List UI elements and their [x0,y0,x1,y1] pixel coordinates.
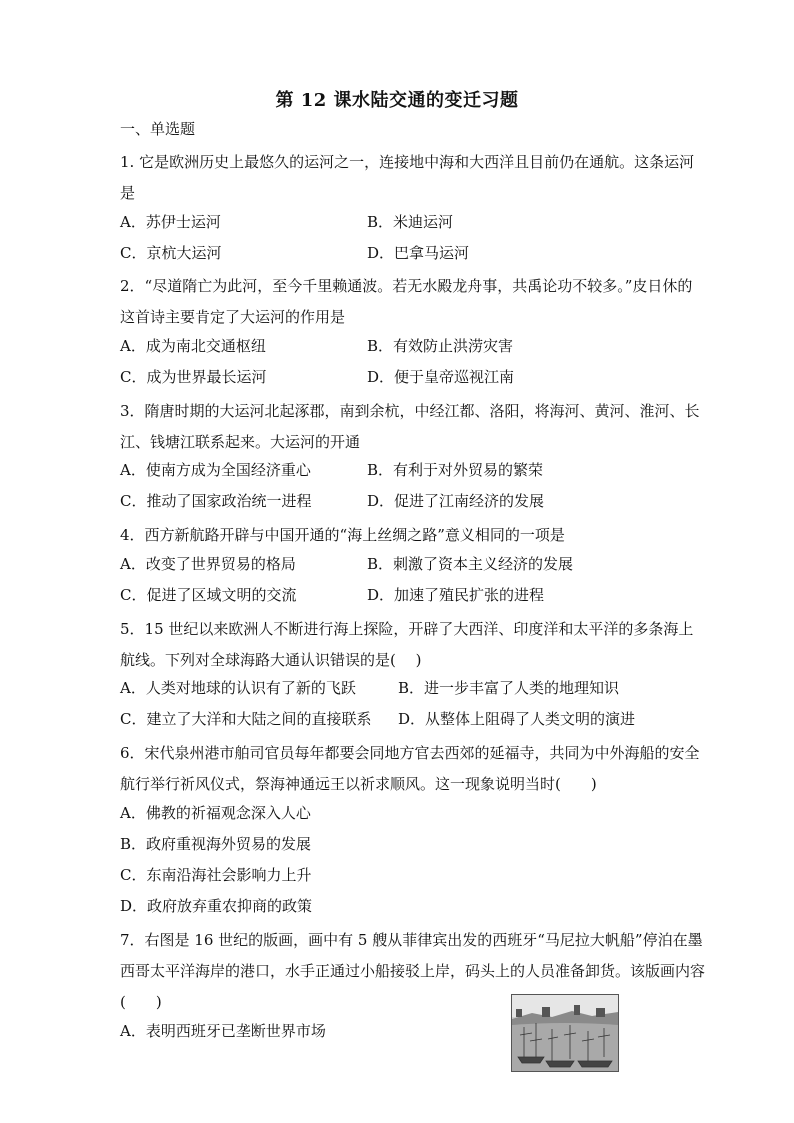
question-6-stem: 6．宋代泉州港市舶司官员每年都要会同地方官去西郊的延福寺，共同为中外海船的安全航行举行祈风仪式，祭海神通远王以祈求顺风。这一现象说明当时( ) [120,744,700,793]
engraving-illustration [511,994,619,1072]
q6-option-a: A．佛教的祈福观念深入人心 [120,804,311,822]
question-2-stem: 2．“尽道隋亡为此河，至今千里赖通波。若无水殿龙舟事，共禹论功不较多。”皮日休的这首诗主要肯定了大运河的作用是 [120,277,693,326]
q4-option-d: D．加速了殖民扩张的进程 [367,586,545,604]
q3-option-a: A．使南方成为全国经济重心 [120,461,311,479]
q5-option-a: A．人类对地球的认识有了新的飞跃 [120,679,356,697]
q2-option-b: B．有效防止洪涝灾害 [367,337,514,355]
question-7-stem: 7．右图是 16 世纪的版画，画中有 5 艘从菲律宾出发的西班牙“马尼拉大帆船”停泊在墨西哥太平洋海岸的港口，水手正通过小船接驳上岸，码头上的人员准备卸货。该版画内容( ) [120,931,706,1011]
q5-option-c: C．建立了大洋和大陆之间的直接联系 [120,710,372,728]
q5-option-d: D．从整体上阻碍了人类文明的演进 [398,710,636,728]
question-3-stem: 3．隋唐时期的大运河北起涿郡，南到余杭，中经江都、洛阳，将海河、黄河、淮河、长江、钱塘江联系起来。大运河的开通 [120,402,700,451]
q7-option-a: A．表明西班牙已垄断世界市场 [120,1022,326,1040]
q2-option-d: D．便于皇帝巡视江南 [367,368,515,386]
harbor-engraving-image [512,995,618,1071]
section-heading: 一、单选题 [120,120,196,138]
q1-option-d: D．巴拿马运河 [367,244,470,262]
q1-option-c: C．京杭大运河 [120,244,222,262]
question-5-stem: 5．15 世纪以来欧洲人不断进行海上探险，开辟了大西洋、印度洋和太平洋的多条海上航线。下列对全球海路大通认识错误的是( ) [120,620,694,669]
q1-option-b: B．米迪运河 [367,213,454,231]
q6-option-d: D．政府放弃重农抑商的政策 [120,897,313,915]
q4-option-a: A．改变了世界贸易的格局 [120,555,296,573]
q5-option-b: B．进一步丰富了人类的地理知识 [398,679,620,697]
q6-option-c: C．东南沿海社会影响力上升 [120,866,312,884]
question-1-stem: 1. 它是欧洲历史上最悠久的运河之一，连接地中海和大西洋且目前仍在通航。这条运河是 [120,153,695,202]
q2-option-a: A．成为南北交通枢纽 [120,337,266,355]
q3-option-b: B．有利于对外贸易的繁荣 [367,461,544,479]
q1-option-a: A．苏伊士运河 [120,213,221,231]
question-4-stem: 4．西方新航路开辟与中国开通的“海上丝绸之路”意义相同的一项是 [120,526,565,544]
q4-option-b: B．刺激了资本主义经济的发展 [367,555,574,573]
q6-option-b: B．政府重视海外贸易的发展 [120,835,312,853]
q3-option-d: D．促进了江南经济的发展 [367,492,545,510]
q2-option-c: C．成为世界最长运河 [120,368,267,386]
q4-option-c: C．促进了区域文明的交流 [120,586,297,604]
page-title: 第 12 课水陆交通的变迁习题 [275,90,519,111]
q3-option-c: C．推动了国家政治统一进程 [120,492,312,510]
